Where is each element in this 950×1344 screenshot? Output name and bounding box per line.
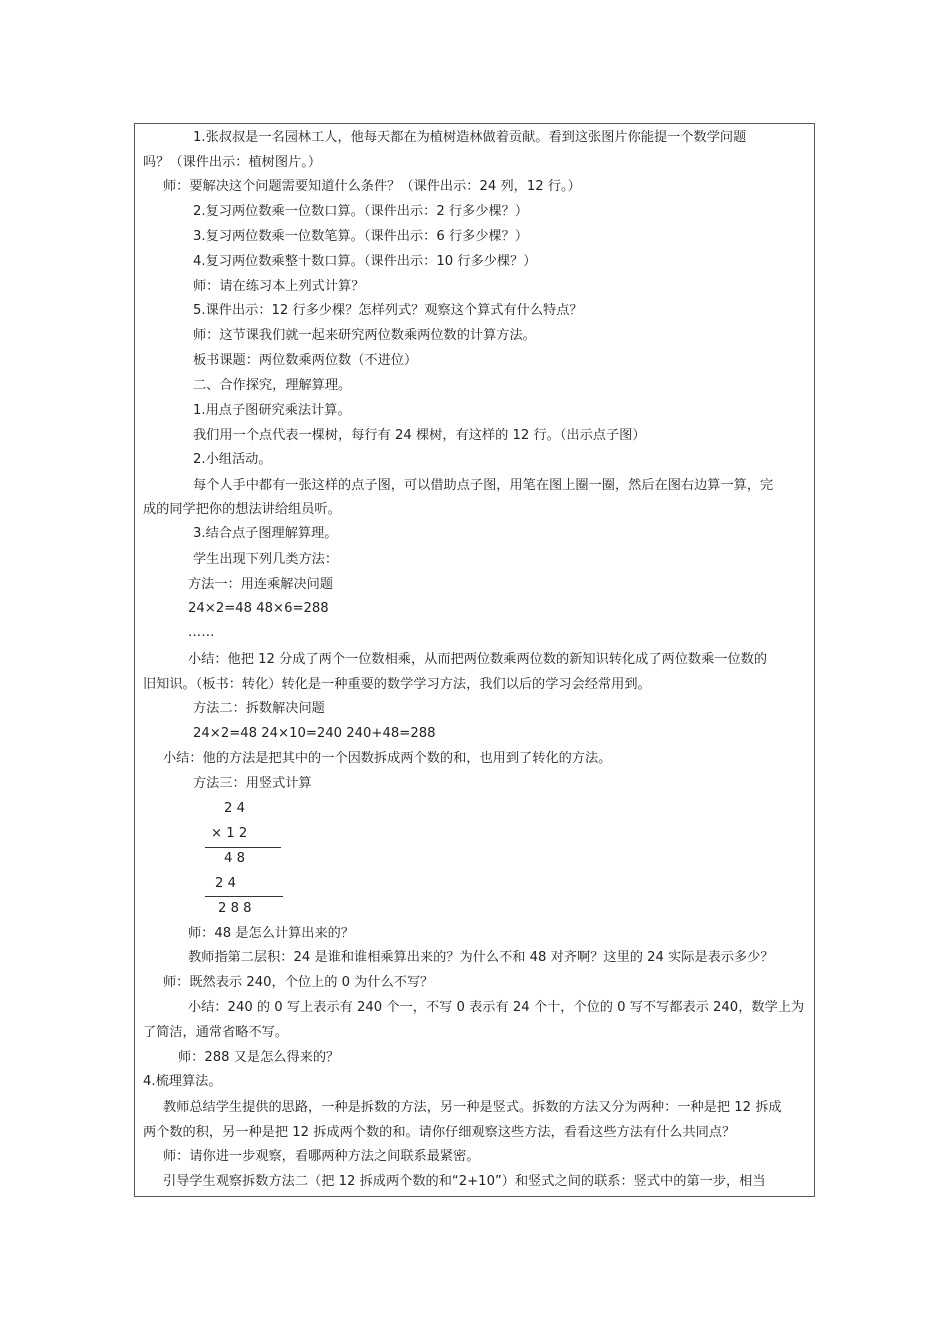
calc-rule <box>205 847 281 848</box>
text-line: 方法一：用连乘解决问题 <box>188 577 334 592</box>
text-line: 师：既然表示 240，个位上的 0 为什么不写？ <box>163 975 434 990</box>
text-line: 旧知识。（板书：转化）转化是一种重要的数学学习方法，我们以后的学习会经常用到。 <box>143 677 651 692</box>
text-line: 师：要解决这个问题需要知道什么条件？（课件出示：24 列，12 行。） <box>163 179 581 194</box>
text-line: 引导学生观察拆数方法二（把 12 拆成两个数的和“2+10”）和竖式之间的联系：竖式中的第一步，相当 <box>163 1174 766 1189</box>
text-line: 教师指第二层积：24 是谁和谁相乘算出来的？为什么不和 48 对齐啊？这里的 24 实际是表示多少？ <box>188 950 774 965</box>
text-line: 每个人手中都有一张这样的点子图，可以借助点子图，用笔在图上圈一圈，然后在图右边算一算，完 <box>193 478 774 493</box>
text-line: 二、合作探究，理解算理。 <box>193 378 352 393</box>
multiplier: × 1 2 <box>211 826 248 841</box>
text-line: 2.复习两位数乘一位数口算。（课件出示：2 行多少棵？） <box>193 204 529 219</box>
text-line: 方法三：用竖式计算 <box>193 776 312 791</box>
partial-product-1: 4 8 <box>224 851 245 866</box>
text-line: 3.复习两位数乘一位数笔算。（课件出示：6 行多少棵？） <box>193 229 529 244</box>
text-line: 24×2=48 24×10=240 240+48=288 <box>193 726 436 741</box>
text-line: 成的同学把你的想法讲给组员听。 <box>143 502 341 517</box>
text-line: 两个数的积，另一种是把 12 拆成两个数的和。请你仔细观察这些方法，看看这些方法有什么共同点？ <box>143 1125 736 1140</box>
text-line: 师：请在练习本上列式计算？ <box>193 279 365 294</box>
text-line: 师：288 又是怎么得来的？ <box>178 1050 340 1065</box>
multiplicand: 2 4 <box>224 801 245 816</box>
text-line: 2.小组活动。 <box>193 452 272 467</box>
text-line: 吗？（课件出示：植树图片。） <box>143 155 322 170</box>
text-line: 5.课件出示：12 行多少棵？怎样列式？观察这个算式有什么特点？ <box>193 303 583 318</box>
text-line: 师：48 是怎么计算出来的？ <box>188 926 355 941</box>
product: 2 8 8 <box>218 901 252 916</box>
text-line: 4.梳理算法。 <box>143 1074 222 1089</box>
text-line: 教师总结学生提供的思路，一种是拆数的方法，另一种是竖式。拆数的方法又分为两种：一种是把 12 拆成 <box>163 1100 782 1115</box>
text-line: 师：请你进一步观察，看哪两种方法之间联系最紧密。 <box>163 1149 480 1164</box>
text-line: 师：这节课我们就一起来研究两位数乘两位数的计算方法。 <box>193 328 536 343</box>
text-line: 了简洁，通常省略不写。 <box>143 1025 289 1040</box>
text-line: 方法二：拆数解决问题 <box>193 701 325 716</box>
text-line: 板书课题：两位数乘两位数（不进位） <box>193 353 418 368</box>
text-line: 小结：240 的 0 写上表示有 240 个一，不写 0 表示有 24 个十，个位的 0 写不写都表示 240，数学上为 <box>188 1000 805 1015</box>
text-line: 24×2=48 48×6=288 <box>188 601 329 616</box>
text-line: 小结：他把 12 分成了两个一位数相乘，从而把两位数乘两位数的新知识转化成了两位数乘一位数的 <box>188 652 768 667</box>
partial-product-2: 2 4 <box>215 876 236 891</box>
text-line: 我们用一个点代表一棵树，每行有 24 棵树，有这样的 12 行。（出示点子图） <box>193 428 646 443</box>
calc-rule <box>205 896 283 897</box>
text-line: …… <box>188 625 215 640</box>
text-line: 3.结合点子图理解算理。 <box>193 526 338 541</box>
text-line: 1.张叔叔是一名园林工人，他每天都在为植树造林做着贡献。看到这张图片你能提一个数学问题 <box>193 130 747 145</box>
text-line: 1.用点子图研究乘法计算。 <box>193 403 351 418</box>
text-line: 小结：他的方法是把其中的一个因数拆成两个数的和，也用到了转化的方法。 <box>163 751 612 766</box>
text-line: 学生出现下列几类方法： <box>193 552 339 567</box>
text-line: 4.复习两位数乘整十数口算。（课件出示：10 行多少棵？） <box>193 254 537 269</box>
